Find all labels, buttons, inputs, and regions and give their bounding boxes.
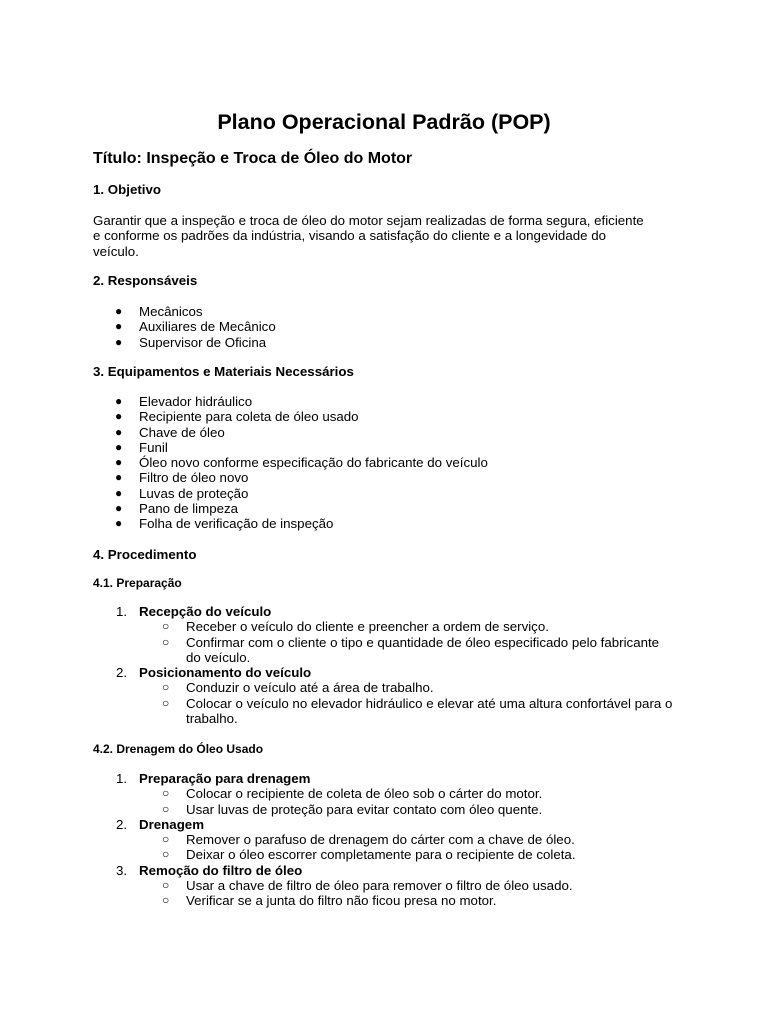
list-item-text: Elevador hidráulico	[139, 394, 253, 409]
objetivo-paragraph: Garantir que a inspeção e troca de óleo do motor sejam realizadas de forma segura, eficiente e conforme os padrões da indústria, visando a satisfação do cliente e a longevidade do veículo.	[93, 213, 644, 259]
circle-bullet-icon: ○	[162, 634, 170, 649]
list-item-text: Recipiente para coleta de óleo usado	[139, 409, 359, 425]
step-substeps	[93, 680, 676, 726]
step-substeps	[93, 619, 676, 665]
circle-bullet-icon: ○	[162, 801, 170, 816]
substep-text: Remover o parafuso de drenagem do cárter com a chave de óleo.	[186, 832, 575, 848]
bullet-icon: ●	[115, 470, 123, 485]
list-item-text: Supervisor de Oficina	[139, 334, 267, 350]
substep-item	[93, 802, 676, 817]
list-item	[93, 440, 488, 455]
substep-item	[93, 635, 676, 666]
bullet-icon: ●	[115, 516, 123, 531]
list-item	[93, 501, 488, 516]
list-item	[93, 470, 488, 485]
substep-item	[93, 680, 676, 695]
step-label: Preparação para drenagem	[139, 771, 311, 786]
preparacao-steps	[93, 604, 676, 726]
step-substeps	[93, 878, 676, 909]
list-item	[93, 409, 488, 424]
bullet-icon: ●	[115, 319, 123, 334]
list-item-text: Auxiliares de Mecânico	[139, 319, 276, 335]
list-item-text: Pano de limpeza	[139, 501, 239, 517]
section-heading-procedimento: 4. Procedimento	[93, 547, 197, 562]
document-title: Plano Operacional Padrão (POP)	[217, 110, 551, 134]
bullet-icon: ●	[115, 394, 123, 408]
substep-text: Colocar o veículo no elevador hidráulico e elevar até uma altura confortável para o trabalho.	[186, 695, 673, 727]
list-item-text: Folha de verificação de inspeção	[139, 516, 334, 532]
substep-text: Confirmar com o cliente o tipo e quantidade de óleo especificado pelo fabricante do veículo.	[186, 634, 660, 665]
substep-text: Receber o veículo do cliente e preencher a ordem de serviço.	[186, 619, 549, 635]
circle-bullet-icon: ○	[162, 893, 170, 908]
list-item	[93, 486, 488, 501]
responsaveis-list	[93, 304, 276, 350]
equipamentos-list	[93, 394, 488, 532]
substep-text: Usar luvas de proteção para evitar contato com óleo quente.	[186, 801, 543, 817]
circle-bullet-icon: ○	[162, 832, 170, 847]
circle-bullet-icon: ○	[162, 847, 170, 862]
step-label: Recepção do veículo	[139, 604, 272, 619]
list-item	[93, 516, 488, 531]
step-item	[93, 817, 676, 863]
step-item	[93, 665, 676, 726]
bullet-icon: ●	[115, 439, 123, 454]
list-item	[93, 335, 276, 350]
bullet-icon: ●	[115, 501, 123, 516]
step-substeps	[93, 786, 676, 817]
step-number: 1.	[116, 604, 128, 619]
document-subtitle: Título: Inspeção e Troca de Óleo do Motor	[93, 150, 413, 167]
step-label: Remoção do filtro de óleo	[139, 862, 303, 878]
substep-item	[93, 832, 676, 847]
substep-text: Verificar se a junta do filtro não ficou presa no motor.	[186, 893, 497, 909]
substep-item	[93, 878, 676, 893]
list-item-text: Funil	[139, 439, 168, 455]
step-item	[93, 863, 676, 909]
list-item	[93, 425, 488, 440]
step-substeps	[93, 832, 676, 863]
bullet-icon: ●	[115, 485, 123, 500]
list-item	[93, 304, 276, 319]
step-number: 2.	[116, 816, 128, 832]
list-item	[93, 394, 488, 409]
list-item-text: Mecânicos	[139, 304, 203, 319]
subsection-heading-drenagem: 4.2. Drenagem do Óleo Usado	[93, 742, 264, 756]
bullet-icon: ●	[115, 409, 123, 424]
substep-item	[93, 786, 676, 801]
step-number: 2.	[116, 665, 128, 681]
circle-bullet-icon: ○	[162, 695, 170, 710]
step-item	[93, 604, 676, 665]
section-heading-responsaveis: 2. Responsáveis	[93, 273, 198, 288]
step-number: 3.	[116, 862, 128, 878]
step-label: Drenagem	[139, 816, 205, 832]
bullet-icon: ●	[115, 304, 123, 318]
circle-bullet-icon: ○	[162, 619, 170, 634]
substep-text: Deixar o óleo escorrer completamente para o recipiente de coleta.	[186, 847, 576, 863]
step-number: 1.	[116, 771, 128, 786]
substep-text: Usar a chave de filtro de óleo para remover o filtro de óleo usado.	[186, 878, 573, 894]
substep-text: Colocar o recipiente de coleta de óleo sob o cárter do motor.	[186, 786, 543, 802]
substep-item	[93, 696, 676, 727]
list-item-text: Filtro de óleo novo	[139, 470, 249, 486]
bullet-icon: ●	[115, 334, 123, 349]
substep-text: Conduzir o veículo até a área de trabalho.	[186, 680, 434, 696]
drenagem-steps	[93, 771, 676, 909]
list-item-text: Chave de óleo	[139, 424, 225, 440]
circle-bullet-icon: ○	[162, 786, 170, 801]
list-item	[93, 455, 488, 470]
bullet-icon: ●	[115, 424, 123, 439]
circle-bullet-icon: ○	[162, 680, 170, 695]
step-label: Posicionamento do veículo	[139, 665, 312, 681]
substep-item	[93, 893, 676, 908]
substep-item	[93, 619, 676, 634]
list-item-text: Luvas de proteção	[139, 485, 249, 501]
subsection-heading-preparacao: 4.1. Preparação	[93, 576, 182, 590]
list-item-text: Óleo novo conforme especificação do fabricante do veículo	[139, 455, 488, 471]
circle-bullet-icon: ○	[162, 878, 170, 893]
step-item	[93, 771, 676, 817]
substep-item	[93, 847, 676, 862]
list-item	[93, 319, 276, 334]
bullet-icon: ●	[115, 455, 123, 470]
section-heading-objetivo: 1. Objetivo	[93, 182, 161, 197]
section-heading-equipamentos: 3. Equipamentos e Materiais Necessários	[93, 364, 354, 379]
